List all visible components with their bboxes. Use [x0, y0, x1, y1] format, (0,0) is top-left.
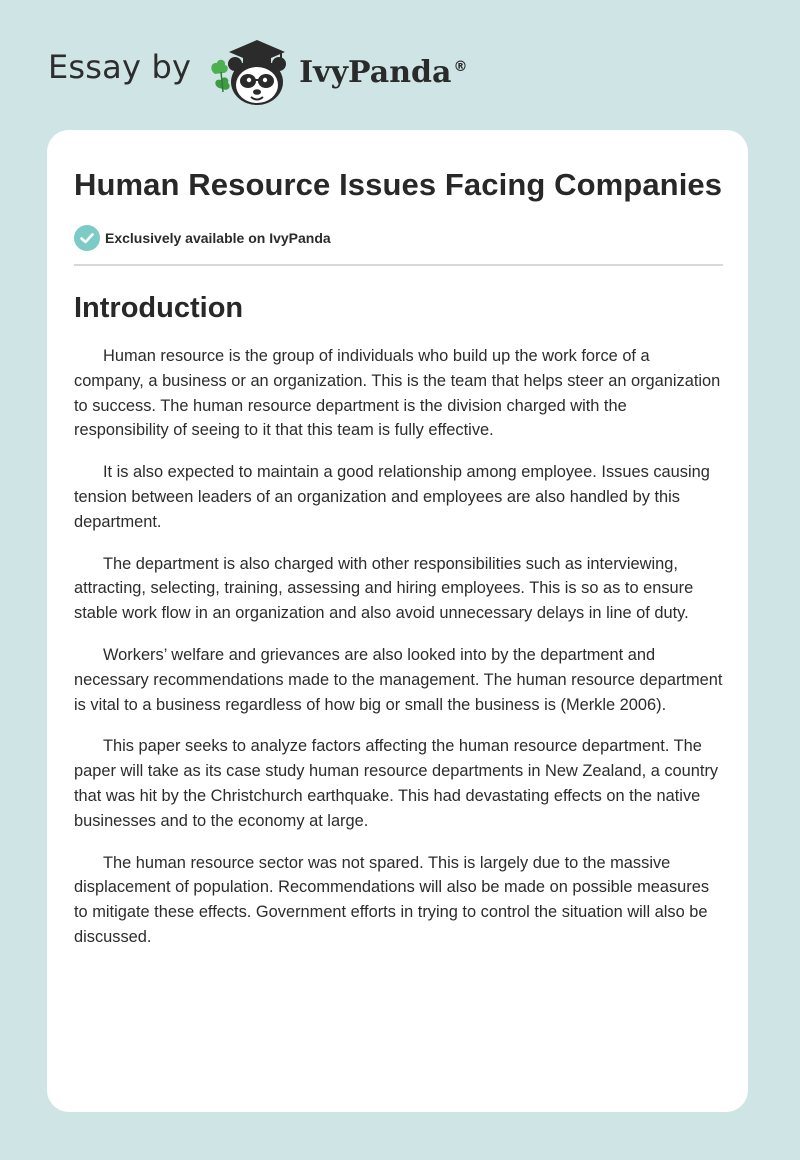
paragraph: The department is also charged with other responsibilities such as interviewing, attracting, selecting, training, assessing and hiring employees. This is so as to ensure stable work flow in an organization and also avoid unnecessary delays in line of duty.	[74, 554, 694, 623]
essay-body	[74, 344, 724, 950]
checkmark-circle-icon	[74, 225, 100, 251]
section-heading-introduction: Introduction	[74, 292, 244, 324]
paragraph: It is also expected to maintain a good relationship among employee. Issues causing tension between leaders of an organization and employees are also handled by this department.	[74, 463, 710, 531]
panda-graduation-cap-icon[interactable]	[207, 30, 295, 110]
paragraph: This paper seeks to analyze factors affecting the human resource department. The paper will take as its case study human resource departments in New Zealand, a country that was hit by the Christchurch earthquake. This had devastating effects on the native businesses and to the economy at large.	[74, 737, 719, 830]
essay-card	[47, 130, 748, 1112]
paragraph: Workers’ welfare and grievances are also looked into by the department and necessary recommendations made to the management. The human resource department is vital to a business regardless of how big or small the business is (Merkle 2006).	[74, 645, 723, 714]
site-header	[48, 30, 467, 110]
brand-name-text: IvyPanda	[299, 54, 452, 90]
title-divider	[74, 264, 723, 266]
paragraph: Human resource is the group of individuals who build up the work force of a company, a business or an organization. This is the team that helps steer an organization to success. The human resource department is the division charged with the responsibility of seeing to it that this team is fully effective.	[74, 347, 721, 440]
registered-mark: ®	[453, 58, 468, 75]
ivypanda-wordmark[interactable]	[299, 55, 467, 90]
essay-by-label: Essay by	[48, 48, 192, 86]
paragraph: The human resource sector was not spared. This is largely due to the massive displacement of population. Recommendations will also be made on possible measures to mitigate these effects. Government efforts in trying to control the situation will also be discussed.	[74, 853, 710, 946]
essay-content	[74, 164, 724, 967]
exclusive-badge	[74, 225, 724, 251]
essay-title: Human Resource Issues Facing Companies	[74, 167, 723, 202]
exclusive-badge-label: Exclusively available on IvyPanda	[105, 230, 331, 246]
